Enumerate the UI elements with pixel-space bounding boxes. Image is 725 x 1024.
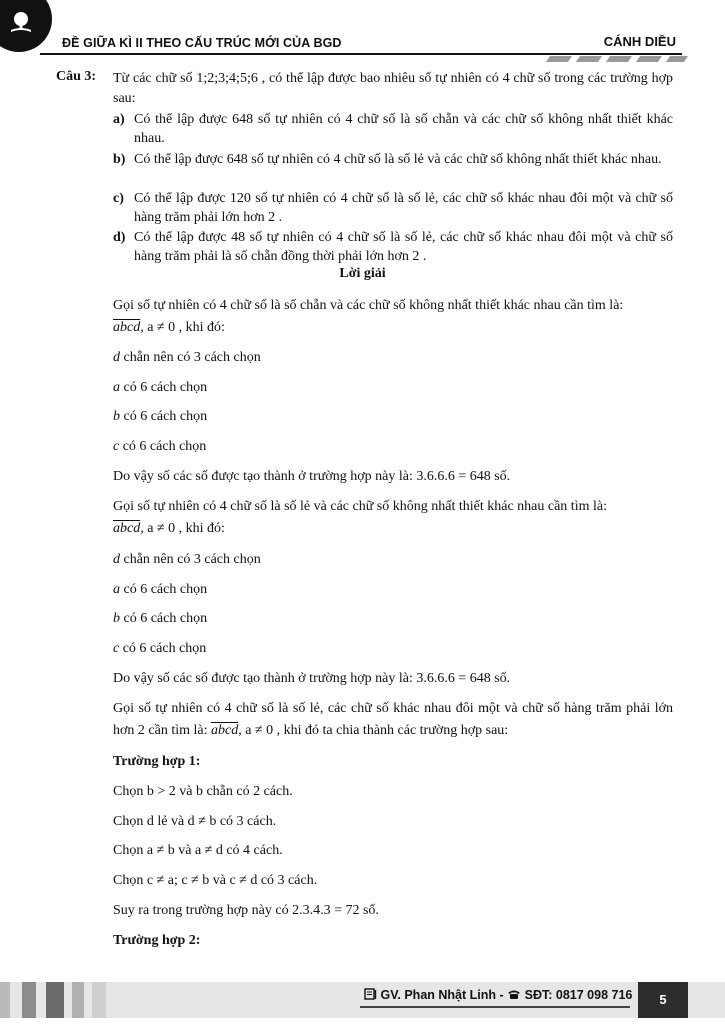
footer-contact — [364, 988, 632, 1002]
solution-line — [113, 549, 673, 571]
header-series: CÁNH DIỀU — [603, 34, 676, 49]
condition-text: , a ≠ 0 , khi đó: — [140, 320, 225, 335]
case1-result: Suy ra trong trường hợp này có 2.3.4.3 = 72 số. — [113, 903, 379, 918]
phone-icon — [507, 988, 524, 1002]
solution-part2-conclusion: Do vậy số các số được tạo thành ở trường hợp này là: 3.6.6.6 = 648 số. — [113, 671, 511, 686]
variable: b — [113, 409, 120, 424]
book-tree-logo-icon — [0, 0, 52, 52]
number-notation: abcd — [113, 521, 141, 536]
line-text: có 6 cách chọn — [119, 641, 207, 656]
option-c — [113, 189, 673, 227]
case1-line: Chọn a ≠ b và a ≠ d có 4 cách. — [113, 843, 283, 858]
option-b — [113, 150, 673, 169]
line-text: chẵn nên có 3 cách chọn — [120, 350, 261, 365]
page-header — [0, 0, 725, 62]
variable: c — [113, 641, 120, 656]
case2-title: Trường hợp 2: — [113, 933, 201, 948]
solution-part1-intro — [113, 295, 673, 339]
variable: b — [113, 611, 120, 626]
variable: a — [113, 380, 120, 395]
solution-line — [113, 638, 673, 660]
option-text: Có thể lập được 120 số tự nhiên có 4 chữ số là số lẻ, các chữ số khác nhau đôi một và chữ số hàng trăm phải lớn hơn 2 . — [134, 191, 673, 225]
variable: a — [113, 582, 120, 597]
intro-text: , a ≠ 0 , khi đó ta chia thành các trường hợp sau: — [238, 723, 509, 738]
solution-line — [113, 436, 673, 458]
case1-line: Chọn c ≠ a; c ≠ b và c ≠ d có 3 cách. — [113, 873, 318, 888]
solution-part2-intro — [113, 496, 673, 540]
option-text: Có thể lập được 48 số tự nhiên có 4 chữ số là số lẻ, các chữ số khác nhau đôi một và chữ số hàng trăm phải là số chẵn đồng thời phải lớn hơn 2 . — [134, 230, 673, 264]
line-text: có 6 cách chọn — [120, 582, 208, 597]
number-notation: abcd — [211, 723, 239, 738]
case1-line: Chọn b > 2 và b chẵn có 2 cách. — [113, 784, 293, 799]
case1-line: Chọn d lẻ và d ≠ b có 3 cách. — [113, 814, 277, 829]
solution-part1-conclusion: Do vậy số các số được tạo thành ở trường hợp này là: 3.6.6.6 = 648 số. — [113, 469, 511, 484]
solution-part3-intro — [113, 698, 673, 742]
option-text: Có thể lập được 648 số tự nhiên có 4 chữ số là số lẻ và các chữ số không nhất thiết khác nhau. — [134, 152, 662, 167]
option-d — [113, 228, 673, 266]
option-text: Có thể lập được 648 số tự nhiên có 4 chữ số là số chẵn và các chữ số không nhất thiết khác nhau. — [134, 112, 673, 146]
option-key: b) — [113, 152, 126, 167]
line-text: có 6 cách chọn — [119, 439, 207, 454]
separator: - — [499, 988, 504, 1002]
intro-text: Gọi số tự nhiên có 4 chữ số là số lẻ, các chữ số khác nhau đôi một và chữ số hàng trăm phải lớn hơn 2 cần tìm là: — [113, 701, 673, 738]
intro-text: Gọi số tự nhiên có 4 chữ số là số chẵn và các chữ số không nhất thiết khác nhau cần tìm là: — [113, 298, 624, 313]
variable: c — [113, 439, 120, 454]
book-icon — [364, 988, 380, 1002]
variable: d — [113, 552, 120, 567]
condition-text: , a ≠ 0 , khi đó: — [140, 521, 225, 536]
solution-line — [113, 608, 673, 630]
case1-title: Trường hợp 1: — [113, 754, 201, 769]
line-text: có 6 cách chọn — [120, 409, 208, 424]
solution-line — [113, 347, 673, 369]
solution-line — [113, 579, 673, 601]
intro-text: Gọi số tự nhiên có 4 chữ số là số lẻ và các chữ số không nhất thiết khác nhau cần tìm là: — [113, 499, 607, 514]
question-label: Câu 3: — [56, 69, 97, 84]
page-footer — [0, 972, 725, 1024]
line-text: chẵn nên có 3 cách chọn — [120, 552, 261, 567]
header-stripes — [548, 56, 688, 62]
solution-line — [113, 406, 673, 428]
option-key: c) — [113, 191, 124, 206]
question-text: Từ các chữ số 1;2;3;4;5;6 , có thể lập được bao nhiêu số tự nhiên có 4 chữ số trong các trường hợp sau: — [113, 71, 673, 106]
page-number: 5 — [638, 982, 688, 1018]
phone-number: SĐT: 0817 098 716 — [524, 988, 633, 1002]
solution-title: Lời giải — [339, 266, 386, 281]
option-key: a) — [113, 112, 125, 127]
variable: d — [113, 350, 120, 365]
line-text: có 6 cách chọn — [120, 611, 208, 626]
footer-underline — [360, 1006, 630, 1008]
solution-line — [113, 377, 673, 399]
number-notation: abcd — [113, 320, 141, 335]
teacher-name: GV. Phan Nhật Linh — [380, 988, 497, 1002]
header-title: ĐỀ GIỮA KÌ II THEO CẤU TRÚC MỚI CỦA BGD — [62, 36, 342, 50]
option-a — [113, 110, 673, 148]
header-rule — [40, 53, 682, 55]
line-text: có 6 cách chọn — [120, 380, 208, 395]
option-key: d) — [113, 230, 126, 245]
